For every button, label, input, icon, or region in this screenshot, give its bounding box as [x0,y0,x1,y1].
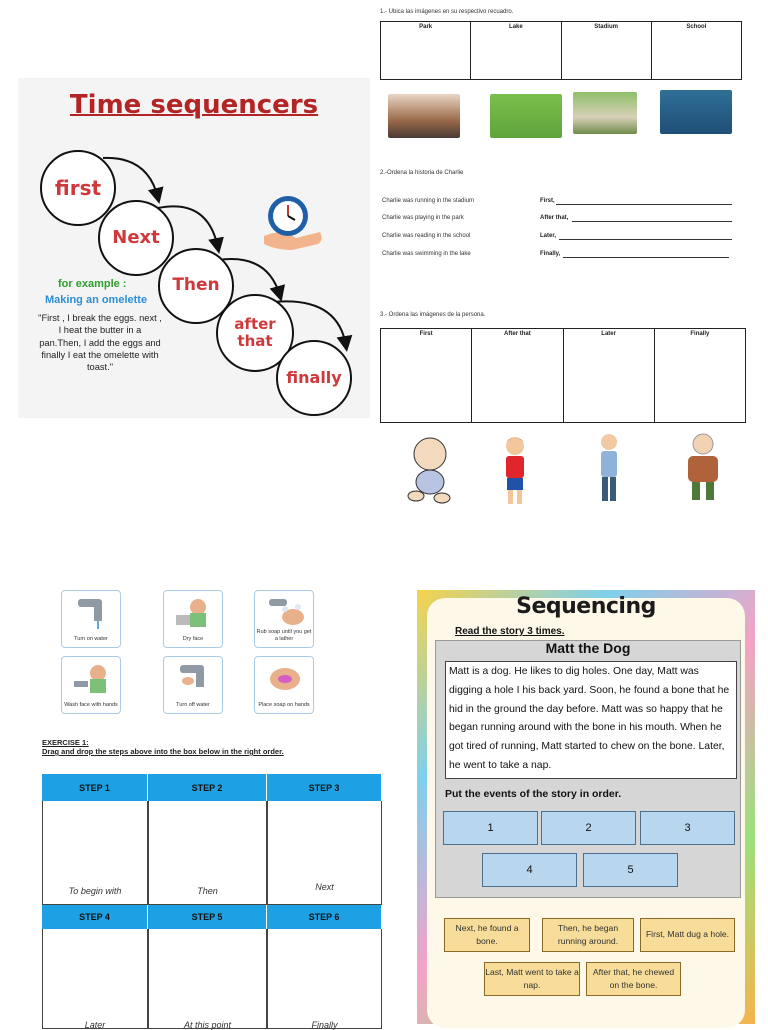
event-card[interactable]: Next, he found a bone. [444,918,530,952]
photo-lake[interactable] [660,90,732,134]
answer-label: Later, [540,233,557,239]
soap-lather-icon [265,595,305,629]
column-later[interactable]: Later [563,329,654,423]
boy-illustration[interactable] [498,434,534,510]
charlie-sentence: Charlie was swimming in the lake [382,251,471,257]
person-order-table [380,328,746,423]
time-sequencers-title: Time sequencers [69,90,319,120]
step-header: STEP 3 [267,774,382,801]
step-header: STEP 5 [148,905,267,929]
worksheet-question-3: 3.- Ordena las imágenes de la persona. [380,312,486,318]
event-card[interactable]: First, Matt dug a hole. [640,918,735,952]
column-after-that[interactable]: After that [472,329,563,423]
card-place-soap[interactable]: Place soap on hands [254,656,314,714]
card-dry-face[interactable]: Dry face [163,590,223,648]
sequencing-panel [417,590,755,1024]
step-drop-zone[interactable]: To begin with [42,801,148,905]
old-man-illustration[interactable] [678,432,728,504]
step-drop-zone[interactable]: Later [42,929,148,1029]
photo-school[interactable] [388,94,460,138]
places-table [380,21,742,80]
column-stadium[interactable]: Stadium [561,22,651,80]
faucet-off-icon [174,661,214,695]
answer-line[interactable] [559,239,732,240]
order-slot-3[interactable]: 3 [640,811,735,845]
example-text: "First , I break the eggs. next , I heat the butter in a pan.Then, I add the eggs and finally I eat the omelette with toast." [38,313,162,373]
sequencing-title: Sequencing [516,594,656,619]
order-instruction: Put the events of the story in order. [445,788,622,800]
clock-icon [262,192,326,252]
order-slot-2[interactable]: 2 [541,811,636,845]
order-slot-4[interactable]: 4 [482,853,577,887]
event-card[interactable]: Last, Matt went to take a nap. [484,962,580,996]
example-heading: for example : [58,278,127,290]
step-drop-zone[interactable]: Then [148,801,267,905]
column-first[interactable]: First [381,329,472,423]
step-header: STEP 6 [267,905,382,929]
charlie-sentence: Charlie was reading in the school [382,233,471,239]
column-lake[interactable]: Lake [471,22,561,80]
photo-stadium[interactable] [490,94,562,138]
answer-label: First, [540,198,555,204]
sequencer-first: first [40,150,116,226]
charlie-sentence: Charlie was running in the stadium [382,198,475,204]
answer-label: Finally, [540,251,561,257]
charlie-sentence: Charlie was playing in the park [382,215,464,221]
wash-face-icon [72,661,112,695]
soap-hands-icon [265,661,305,695]
column-finally[interactable]: Finally [654,329,745,423]
exercise-title: EXERCISE 1: [42,738,89,747]
sequencer-next: Next [98,200,174,276]
step-drop-zone[interactable]: At this point [148,929,267,1029]
story-text: Matt is a dog. He likes to dig holes. One day, Matt was digging a hole I his back yard. Soon, he found a bone that he hid in the ground the day before. Matt was so happy that he began running around with the bone in his mouth. When he got tired of running, Matt started to chew on the bone. Later, he went to take a nap. [445,661,737,779]
worksheet-question-2: 2.-Ordena la historia de Charlie [380,170,464,176]
order-slot-5[interactable]: 5 [583,853,678,887]
story-title: Matt the Dog [545,640,631,656]
sequencer-after-that: after that [216,294,294,372]
answer-line[interactable] [572,221,732,222]
read-instruction: Read the story 3 times. [455,626,565,637]
example-subheading: Making an omelette [45,294,148,306]
faucet-icon [72,595,112,629]
card-wash-face[interactable]: Wash face with hands [61,656,121,714]
step-header: STEP 2 [148,774,267,801]
event-card[interactable]: After that, he chewed on the bone. [586,962,681,996]
column-park[interactable]: Park [381,22,471,80]
step-drop-zone[interactable]: Next [267,801,382,905]
answer-line[interactable] [556,204,732,205]
card-turn-off-water[interactable]: Turn off water [163,656,223,714]
man-illustration[interactable] [594,432,624,504]
answer-line[interactable] [563,257,729,258]
step-header: STEP 1 [42,774,148,801]
time-sequencers-panel [18,78,370,418]
baby-illustration[interactable] [404,434,454,506]
card-turn-on-water[interactable]: Turn on water [61,590,121,648]
step-drop-zone[interactable]: Finally [267,929,382,1029]
column-school[interactable]: School [651,22,741,80]
card-rub-soap[interactable]: Rub soap until you get a lather [254,590,314,648]
answer-label: After that, [540,215,569,221]
step-grid [42,774,382,1029]
towel-icon [174,595,214,629]
sequencer-then: Then [158,248,234,324]
exercise-instruction: Drag and drop the steps above into the box below in the right order. [42,747,284,756]
order-slot-1[interactable]: 1 [443,811,538,845]
photo-park[interactable] [573,92,637,134]
sequencer-finally: finally [276,340,352,416]
event-card[interactable]: Then, he began running around. [542,918,634,952]
step-header: STEP 4 [42,905,148,929]
worksheet-question-1: 1.- Ubica las imágenes en su respectivo recuadro. [380,9,514,15]
